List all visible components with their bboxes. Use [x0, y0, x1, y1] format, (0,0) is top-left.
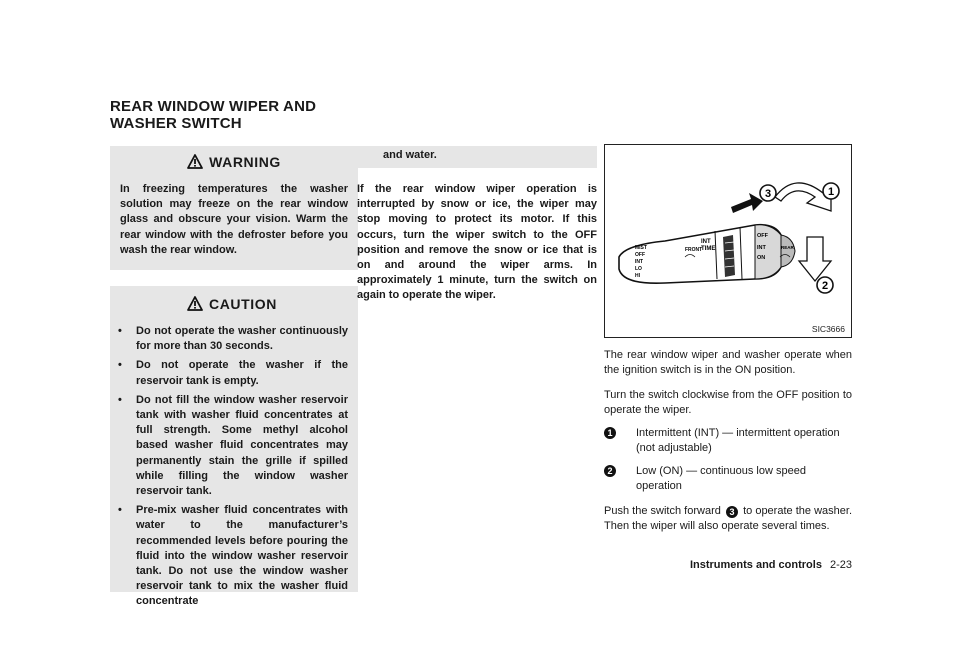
column-2 [357, 146, 597, 304]
wiper-stalk-illustration [605, 145, 851, 337]
list-item: • Do not operate the washer if the reservoir tank is empty. [118, 359, 348, 387]
label-lo: LO [635, 266, 642, 272]
list-item: • Do not fill the window washer reservoir tank with washer fluid concentrates at full strength. Some methyl alcohol based washer fluid concentrates may permanently stain the grille if spilled while filling the window washer reservoir tank. [118, 393, 348, 498]
down-arrow [799, 237, 831, 281]
bullet: • [118, 325, 122, 338]
page-title-line2: WASHER SWITCH [110, 115, 242, 132]
warning-heading [120, 154, 348, 172]
label-int-time-1: INT [701, 239, 711, 245]
caution-title: CAUTION [209, 296, 277, 313]
list-item: • Pre-mix washer fluid concentrates with water to the manufacturer’s recommended levels before pouring the fluid into the window washer reservoir tank. Do not use the window washer reservoir tank to mix the washer fluid concentrate [118, 504, 348, 608]
number-badge: 1 [604, 427, 616, 439]
list-item-text: Low (ON) — continuous low speed operation [636, 465, 806, 492]
label-rear-int: INT [757, 245, 766, 251]
label-int: INT [635, 259, 644, 265]
callout-1 [823, 183, 839, 199]
bullet: • [118, 393, 122, 406]
label-int-time-2: TIME [701, 246, 716, 252]
intro-paragraph: The rear window wiper and washer operate when the ignition switch is in the ON position. [604, 349, 852, 376]
label-off: OFF [635, 252, 645, 258]
caution-heading [116, 296, 348, 314]
list-item-text: Intermittent (INT) — intermittent operation (not adjustable) [636, 427, 840, 454]
column-3 [604, 146, 852, 534]
callout-2 [817, 277, 833, 293]
warning-triangle-icon [187, 296, 203, 314]
wiper-switch-figure [604, 144, 852, 338]
caution-continuation: and water. [357, 146, 597, 168]
svg-text:2: 2 [821, 280, 829, 292]
page-footer [690, 559, 852, 571]
section-label: Instruments and controls [689, 559, 822, 571]
bullet: • [118, 359, 122, 372]
callout-3 [760, 185, 776, 201]
svg-text:3: 3 [764, 188, 772, 200]
caution-list [116, 324, 348, 610]
label-mist: MIST [635, 245, 647, 251]
warning-triangle-icon [187, 154, 203, 172]
push-paragraph: Push the switch forward 3 to operate the washer. Then the wiper will also operate several times. [604, 505, 853, 532]
label-rear: REAR [781, 245, 794, 250]
warning-text: In freezing temperatures the washer solution may freeze on the rear window glass and obscure your vision. Warm the rear window with the defroster before you wash the rear window. [120, 183, 348, 256]
label-rear-on: ON [757, 255, 766, 261]
svg-text:1: 1 [827, 186, 835, 198]
turn-paragraph: Turn the switch clockwise from the OFF position to operate the wiper. [604, 389, 852, 416]
push-arrow [731, 193, 763, 213]
turn-arrow [775, 183, 831, 211]
label-rear-off: OFF [757, 233, 768, 239]
caution-box [110, 286, 358, 608]
page-title-line1: REAR WINDOW WIPER AND [110, 98, 317, 115]
warning-title: WARNING [209, 154, 281, 170]
number-badge: 2 [604, 465, 616, 477]
list-item-2 [604, 464, 852, 494]
page-number: 2-23 [829, 559, 852, 571]
bullet: • [118, 504, 122, 517]
list-item-1 [604, 426, 852, 456]
warning-box [110, 146, 358, 270]
label-hi: HI [635, 273, 640, 279]
list-item: • Do not operate the washer continuously for more than 30 seconds. [118, 325, 348, 353]
snow-ice-paragraph: If the rear window wiper operation is interrupted by snow or ice, the wiper may stop moving to protect its motor. If this occurs, turn the wiper switch to the OFF position and remove the snow or ice that is on and around the wiper arms. In approximately 1 minute, turn the switch on again to operate the wiper. [357, 183, 597, 302]
number-badge: 3 [726, 506, 738, 518]
figure-label: SIC3666 [811, 324, 845, 334]
page-title [110, 98, 370, 132]
column-1 [110, 146, 358, 608]
label-front: FRONT [685, 247, 703, 253]
